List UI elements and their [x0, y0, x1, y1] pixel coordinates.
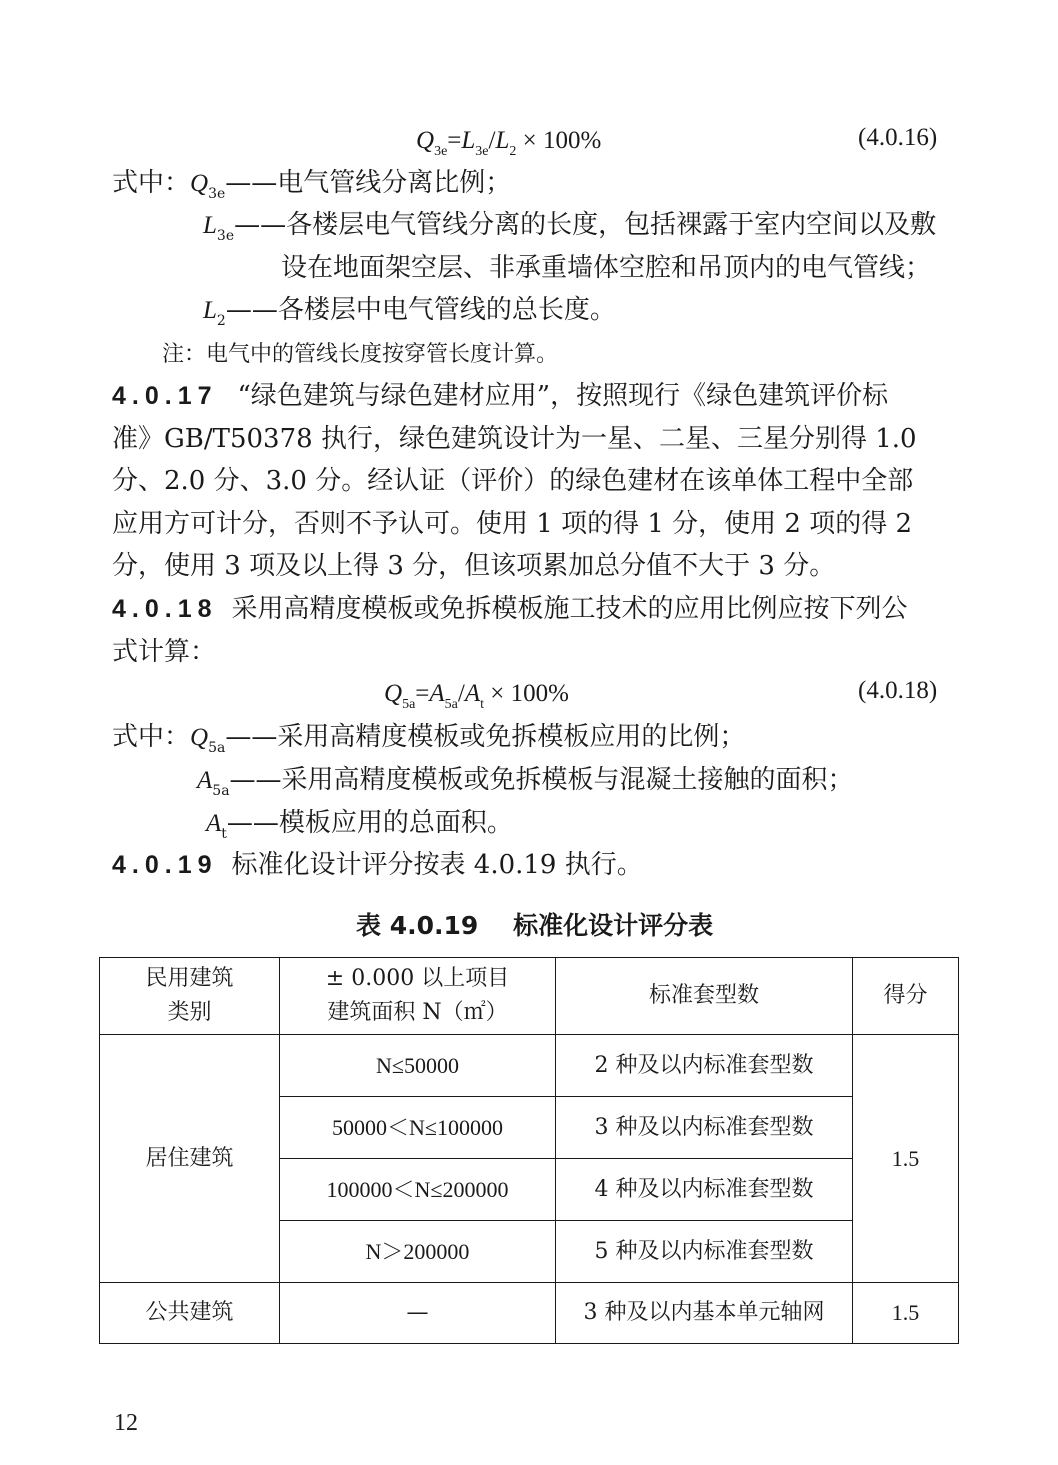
definition-subscript: 3e — [208, 186, 226, 202]
formula-operator: / — [488, 127, 496, 154]
equation-number: (4.0.18) — [858, 677, 938, 704]
header-category — [100, 958, 280, 1035]
definition-text: ——采用高精度模板或免拆模板与混凝土接触的面积； — [229, 765, 854, 795]
definition-symbol: A — [206, 810, 222, 837]
definition-symbol: L — [203, 297, 217, 324]
definition-line — [112, 719, 745, 766]
header-score: 得分 — [853, 958, 959, 1035]
clause-text: 标准化设计评分按表 4.0.19 执行。 — [231, 850, 643, 880]
formula-subscript: 5a — [402, 697, 416, 712]
definition-subscript: 3e — [216, 228, 235, 244]
definition-line — [206, 805, 513, 852]
formula-tail: × 100% — [516, 127, 602, 154]
definition-prefix: 式中： — [112, 722, 191, 752]
table-header-row — [100, 958, 959, 1035]
clause-number: 4.0.19 — [112, 851, 218, 879]
area-cell: N≤50000 — [280, 1035, 556, 1097]
definition-text: ——电气管线分离比例； — [225, 168, 512, 198]
formula-subscript: 2 — [509, 144, 517, 159]
definition-continuation: 设在地面架空层、非承重墙体空腔和吊顶内的电气管线； — [281, 253, 932, 283]
table-caption: 表 4.0.19 标准化设计评分表 — [356, 911, 714, 940]
definition-symbol: A — [197, 767, 213, 794]
formula-symbol: Q — [416, 127, 435, 154]
definition-subscript: t — [221, 826, 227, 842]
clause-number: 4.0.17 — [112, 382, 218, 410]
formula-symbol: A — [429, 680, 445, 707]
score-residential: 1.5 — [853, 1035, 959, 1283]
area-cell: N＞200000 — [280, 1221, 556, 1283]
note: 注：电气中的管线长度按穿管长度计算。 — [162, 342, 559, 367]
formula-tail: × 100% — [484, 680, 569, 707]
clause-number: 4.0.18 — [112, 595, 218, 623]
formula-symbol: L — [461, 127, 476, 154]
definition-prefix: 式中： — [112, 168, 191, 198]
types-cell: 4 种及以内标准套型数 — [556, 1159, 853, 1221]
formula-4-0-16 — [416, 124, 601, 169]
types-cell: 3 种及以内标准套型数 — [556, 1097, 853, 1159]
clause-text-line: 式计算： — [112, 637, 217, 667]
area-cell: — — [280, 1283, 556, 1344]
clause-text-line: 应用方可计分，否则不予认可。使用 1 项的得 1 分，使用 2 项的得 2 — [112, 509, 913, 539]
definition-text: ——模板应用的总面积。 — [226, 808, 513, 838]
definition-text: ——采用高精度模板或免拆模板应用的比例； — [225, 722, 746, 752]
header-area — [280, 958, 556, 1035]
header-area-line1: ± 0.000 以上项目 — [325, 966, 510, 991]
clause-text-line: 分、2.0 分、3.0 分。经认证（评价）的绿色建材在该单体工程中全部 — [112, 466, 914, 496]
table-row — [100, 1035, 959, 1097]
clause-text: 采用高精度模板或免拆模板施工技术的应用比例应按下列公 — [231, 594, 908, 624]
formula-symbol: L — [495, 127, 510, 154]
equation-number: (4.0.16) — [858, 124, 938, 151]
header-category-line2: 类别 — [167, 1000, 212, 1025]
scoring-table — [99, 957, 959, 1344]
formula-operator: = — [447, 127, 462, 154]
definition-subscript: 5a — [208, 740, 226, 756]
category-public: 公共建筑 — [100, 1283, 280, 1344]
formula-symbol: Q — [384, 680, 403, 707]
definition-symbol: Q — [190, 170, 209, 197]
formula-subscript: t — [480, 697, 485, 712]
definition-line — [203, 207, 936, 254]
clause-text-line: 分，使用 3 项及以上得 3 分，但该项累加总分值不大于 3 分。 — [112, 551, 836, 581]
header-types: 标准套型数 — [556, 958, 853, 1035]
clause-4-0-18-line — [112, 591, 908, 627]
table-row — [100, 1283, 959, 1344]
clause-text-line: 准》GB/T50378 执行，绿色建筑设计为一星、二星、三星分别得 1.0 — [112, 424, 917, 454]
area-cell: 100000＜N≤200000 — [280, 1159, 556, 1221]
area-cell: 50000＜N≤100000 — [280, 1097, 556, 1159]
definition-text: ——各楼层电气管线分离的长度，包括裸露于室内空间以及敷 — [234, 210, 937, 240]
clause-text: “绿色建筑与绿色建材应用”，按照现行《绿色建筑评价标 — [237, 381, 889, 411]
definition-symbol: Q — [190, 724, 209, 751]
formula-subscript: 5a — [444, 697, 458, 712]
header-area-line2: 建筑面积 N（㎡） — [327, 1000, 508, 1025]
formula-operator: / — [457, 680, 465, 707]
types-cell: 2 种及以内标准套型数 — [556, 1035, 853, 1097]
definition-symbol: L — [203, 212, 217, 239]
page-number: 12 — [114, 1410, 138, 1436]
types-cell: 5 种及以内标准套型数 — [556, 1221, 853, 1283]
formula-subscript: 3e — [475, 144, 489, 159]
definition-subscript: 5a — [212, 783, 230, 799]
definition-text: ——各楼层中电气管线的总长度。 — [225, 295, 616, 325]
category-residential: 居住建筑 — [100, 1035, 280, 1283]
header-category-line1: 民用建筑 — [145, 966, 234, 991]
clause-4-0-17-line — [112, 378, 888, 414]
formula-subscript: 3e — [434, 144, 448, 159]
definition-line — [197, 762, 854, 809]
formula-operator: = — [415, 680, 430, 707]
formula-symbol: A — [464, 680, 481, 707]
definition-subscript: 2 — [216, 313, 226, 329]
definition-line — [112, 165, 511, 212]
definition-line — [203, 292, 616, 339]
types-cell: 3 种及以内基本单元轴网 — [556, 1283, 853, 1344]
formula-4-0-18 — [384, 677, 569, 722]
clause-4-0-19-line — [112, 847, 643, 883]
score-public: 1.5 — [853, 1283, 959, 1344]
